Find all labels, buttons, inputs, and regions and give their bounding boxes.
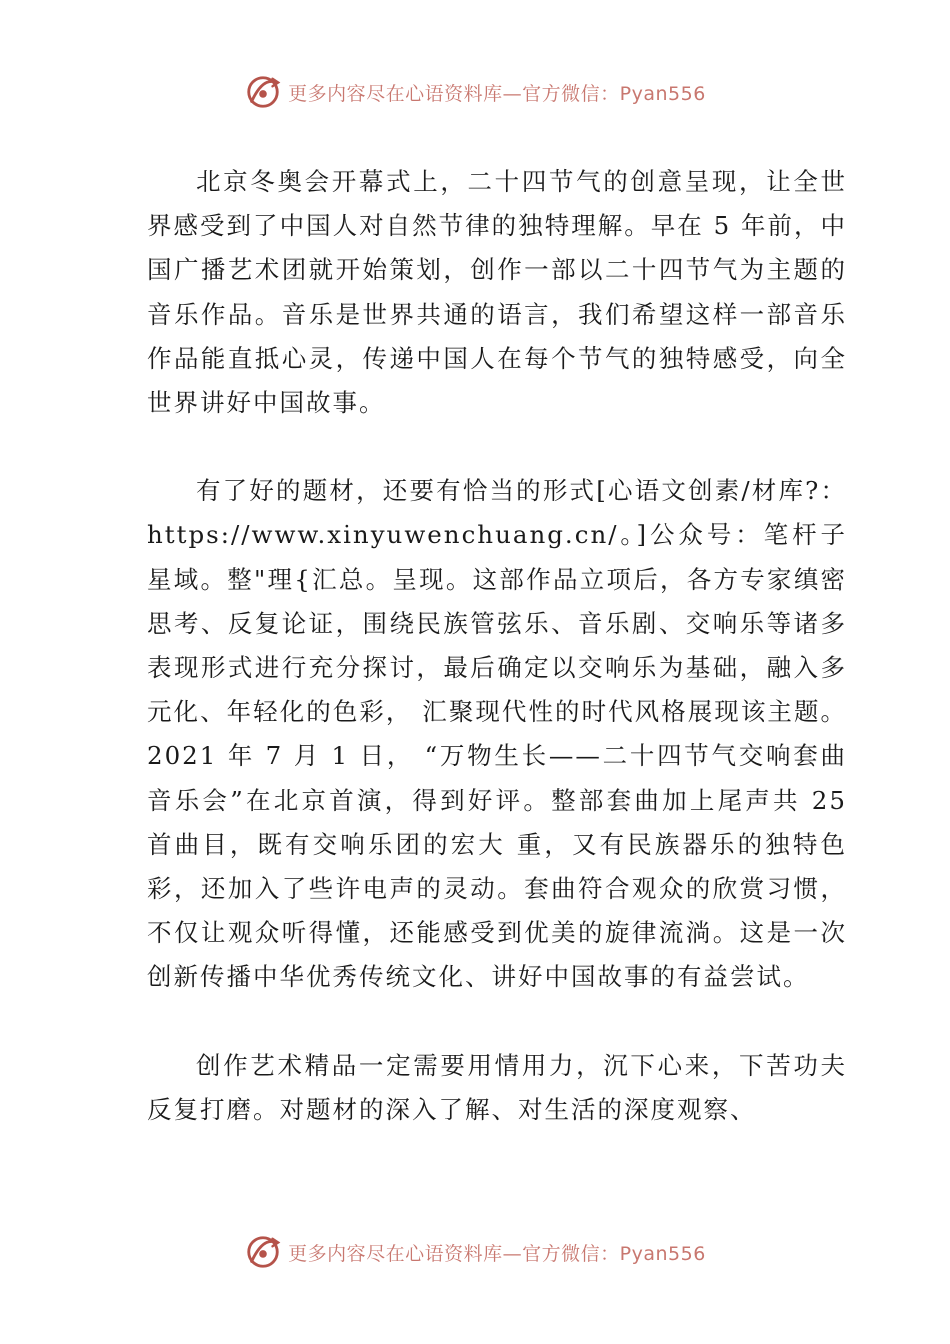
- document-body: [147, 160, 847, 1176]
- footer-banner-text: 更多内容尽在心语资料库—官方微信：Pyan556: [288, 1242, 706, 1265]
- brand-logo-icon: [244, 73, 282, 111]
- paragraph-3: 创作艺术精品一定需要用情用力，沉下心来，下苦功夫反复打磨。对题材的深入了解、对生活的深度观察、: [147, 1050, 847, 1124]
- footer-banner: [0, 1232, 950, 1272]
- footer-wechat-id: Pyan556: [619, 1242, 706, 1265]
- paragraph-1: 北京冬奥会开幕式上，二十四节气的创意呈现，让全世界感受到了中国人对自然节律的独特理解。早在 5 年前，中国广播艺术团就开始策划，创作一部以二十四节气为主题的音乐作品。音乐是世界共通的语言，我们希望这样一部音乐作品能直抵心灵，传递中国人在每个节气的独特感受，向全世界讲好中国故事。: [147, 167, 847, 418]
- header-banner-text: 更多内容尽在心语资料库—官方微信：Pyan556: [288, 82, 706, 105]
- header-wechat-id: Pyan556: [619, 82, 706, 105]
- brand-logo-icon: [244, 1233, 282, 1271]
- paragraph-2: 有了好的题材，还要有恰当的形式[心语文创素/材库?：https://www.xinyuwenchuang.cn/。]公众号：笔杆子星域。整"理{汇总。呈现。这部作品立项后，各方专家缜密思考、反复论证，围绕民族管弦乐、音乐剧、交响乐等诸多表现形式进行充分探讨，最后确定以交响乐为基础，融入多元化、年轻化的色彩， 汇聚现代性的时代风格展现该主题。2021 年 7 月 1 日， “万物生长——二十四节气交响套曲音乐会”在北京首演，得到好评。整部套曲加上尾声共 25 首曲目，既有交响乐团的宏大 重，又有民族器乐的独特色彩，还加入了些许电声的灵动。套曲符合观众的欣赏习惯，不仅让观众听得懂，还能感受到优美的旋律流淌。这是一次创新传播中华优秀传统文化、讲好中国故事的有益尝试。: [147, 476, 847, 992]
- header-banner: [0, 72, 950, 112]
